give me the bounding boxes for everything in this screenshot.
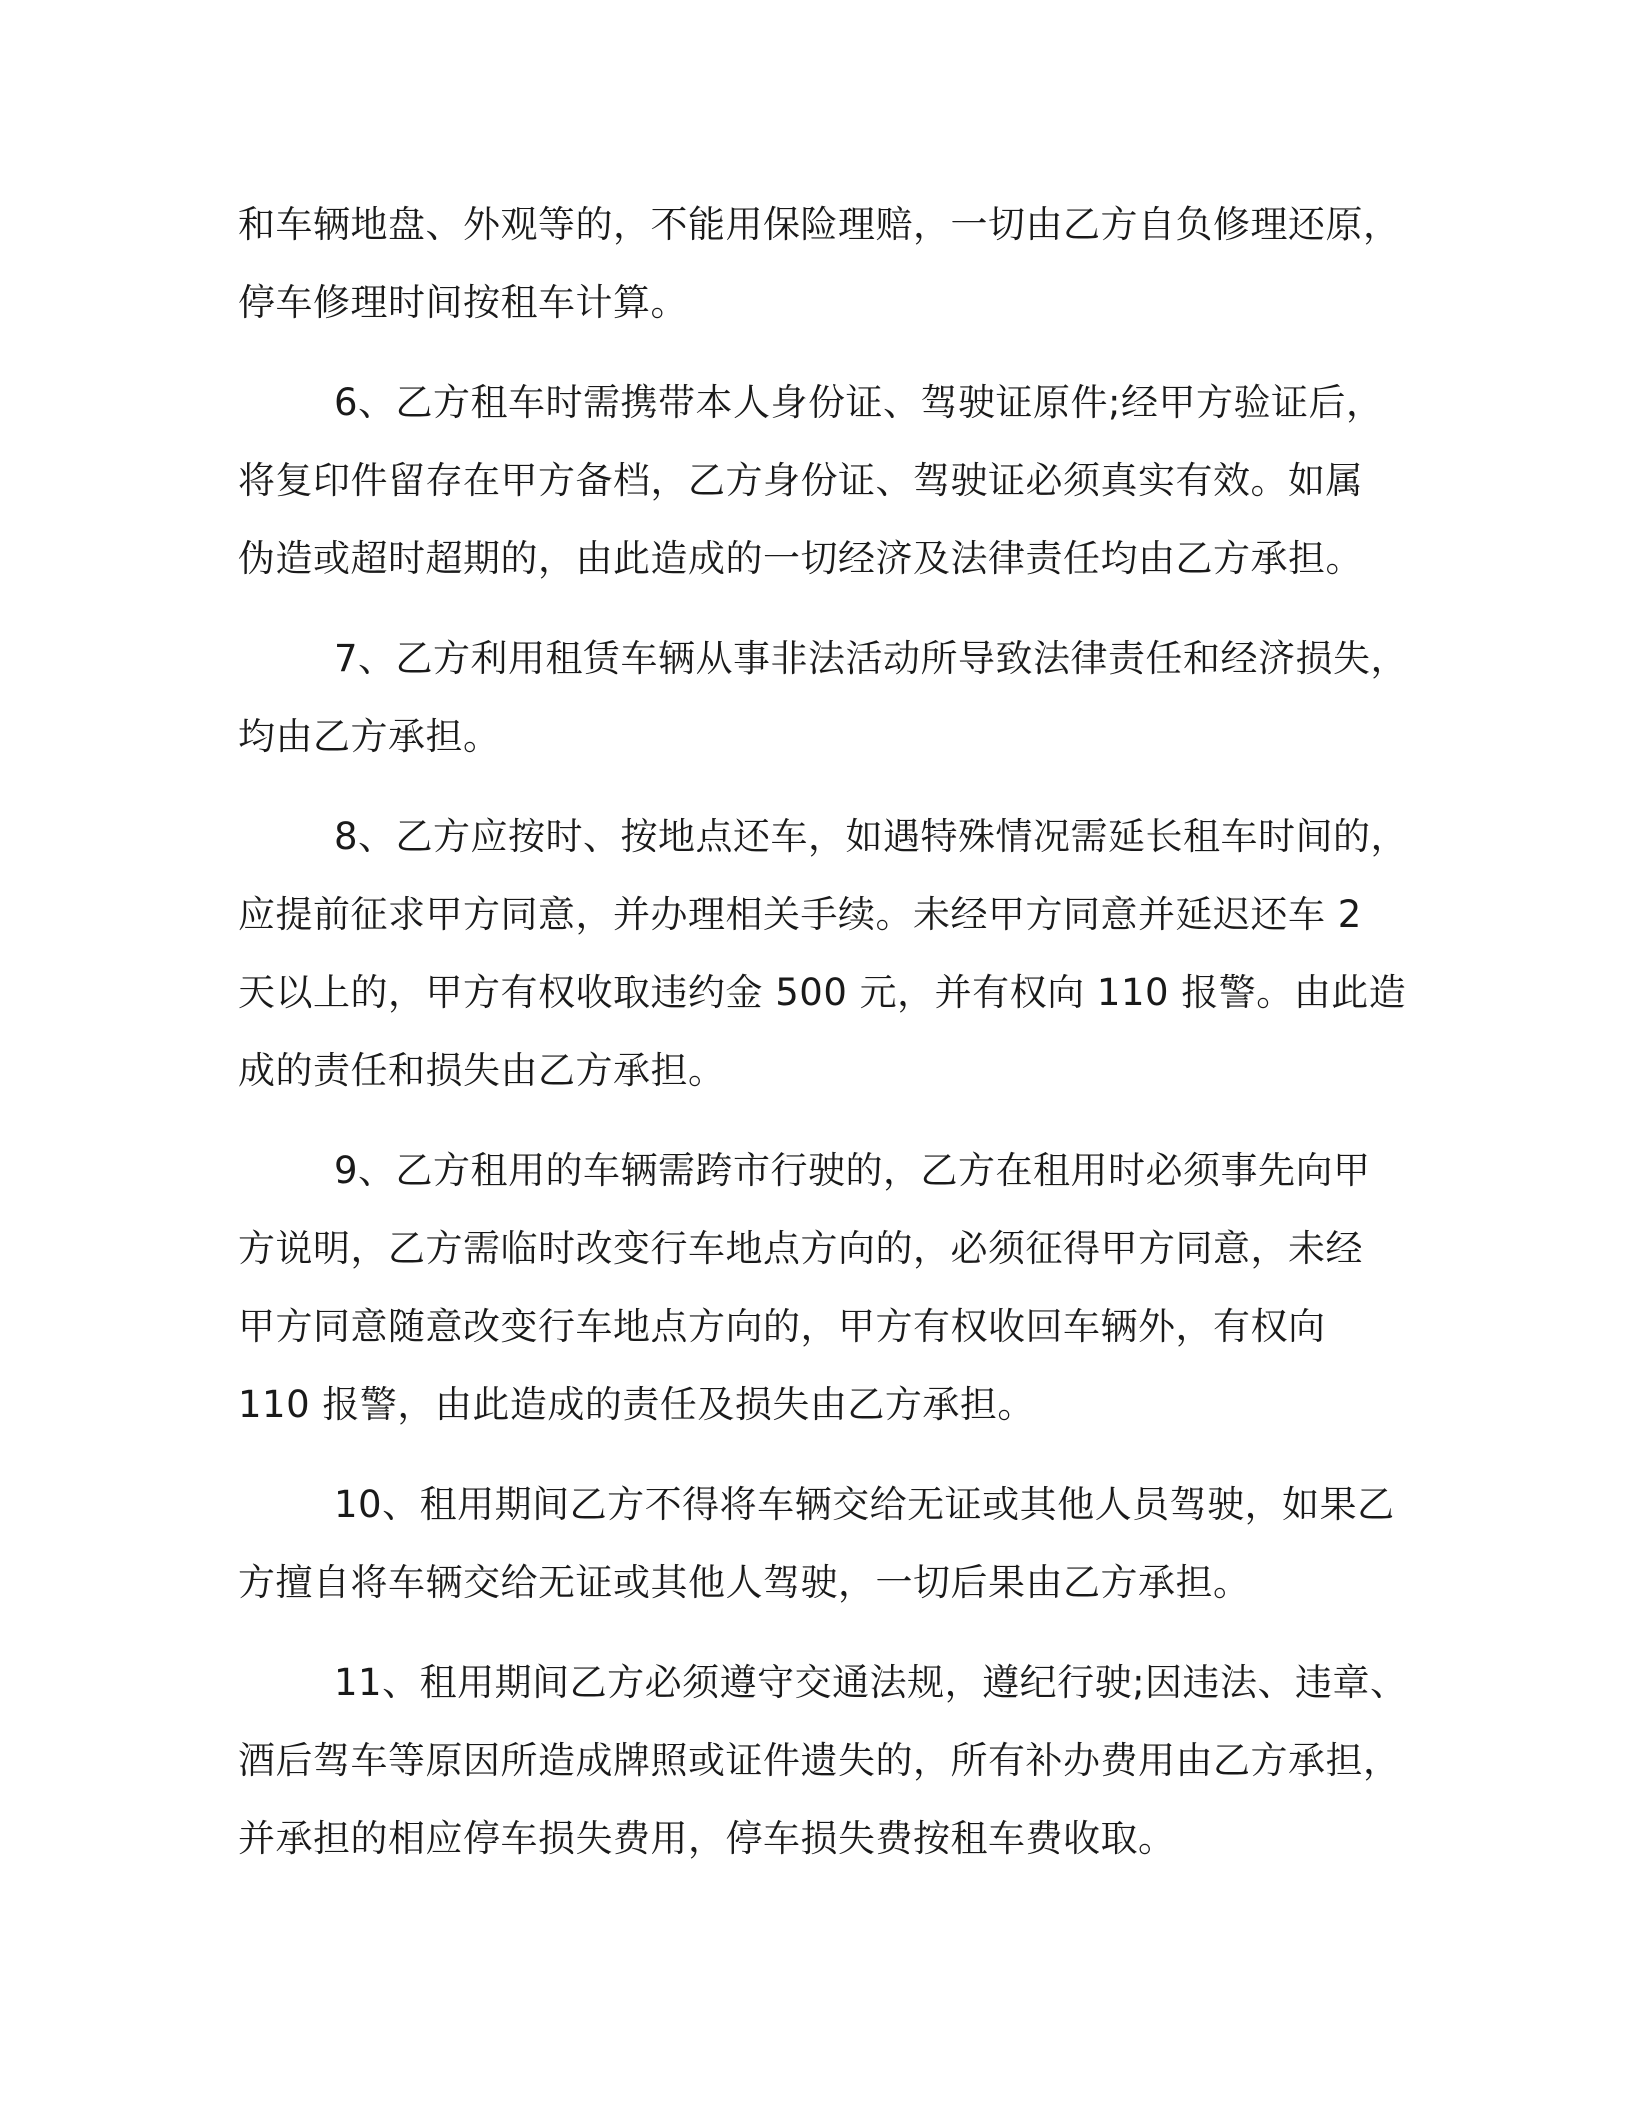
text-line: 应提前征求甲方同意，并办理相关手续。未经甲方同意并延迟还车 2 [238,893,1362,936]
text-line: 10、租用期间乙方不得将车辆交给无证或其他人员驾驶，如果乙 [334,1483,1395,1526]
text-line: 和车辆地盘、外观等的，不能用保险理赔，一切由乙方自负修理还原， [238,203,1401,246]
text-line: 停车修理时间按租车计算。 [238,281,688,324]
text-line: 并承担的相应停车损失费用，停车损失费按租车费收取。 [238,1817,1176,1860]
text-line: 7、乙方利用租赁车辆从事非法活动所导致法律责任和经济损失， [334,637,1409,680]
text-line: 11、租用期间乙方必须遵守交通法规，遵纪行驶;因违法、违章、 [334,1661,1408,1704]
paragraph-clause-5-continued [238,186,1401,342]
paragraph-clause-8 [238,798,1409,1110]
text-line: 方擅自将车辆交给无证或其他人驾驶，一切后果由乙方承担。 [238,1561,1251,1604]
text-line: 天以上的，甲方有权收取违约金 500 元，并有权向 110 报警。由此造 [238,971,1407,1014]
text-line: 8、乙方应按时、按地点还车，如遇特殊情况需延长租车时间的， [334,815,1409,858]
text-line: 9、乙方租用的车辆需跨市行驶的，乙方在租用时必须事先向甲 [334,1149,1371,1192]
paragraph-clause-10 [238,1466,1398,1622]
paragraph-clause-6 [238,364,1398,598]
text-line: 成的责任和损失由乙方承担。 [238,1049,726,1092]
paragraph-clause-7 [238,620,1409,776]
text-line: 110 报警，由此造成的责任及损失由乙方承担。 [238,1383,1035,1426]
text-line: 甲方同意随意改变行车地点方向的，甲方有权收回车辆外，有权向 [238,1305,1326,1348]
text-line: 将复印件留存在甲方备档，乙方身份证、驾驶证必须真实有效。如属 [238,459,1363,502]
text-line: 6、乙方租车时需携带本人身份证、驾驶证原件;经甲方验证后， [334,381,1384,424]
text-line: 均由乙方承担。 [238,715,501,758]
text-line: 酒后驾车等原因所造成牌照或证件遗失的，所有补办费用由乙方承担， [238,1739,1401,1782]
paragraph-clause-9 [238,1132,1398,1444]
paragraph-clause-11 [238,1644,1408,1878]
document-body [238,186,1409,1900]
text-line: 伪造或超时超期的，由此造成的一切经济及法律责任均由乙方承担。 [238,537,1363,580]
text-line: 方说明，乙方需临时改变行车地点方向的，必须征得甲方同意，未经 [238,1227,1363,1270]
